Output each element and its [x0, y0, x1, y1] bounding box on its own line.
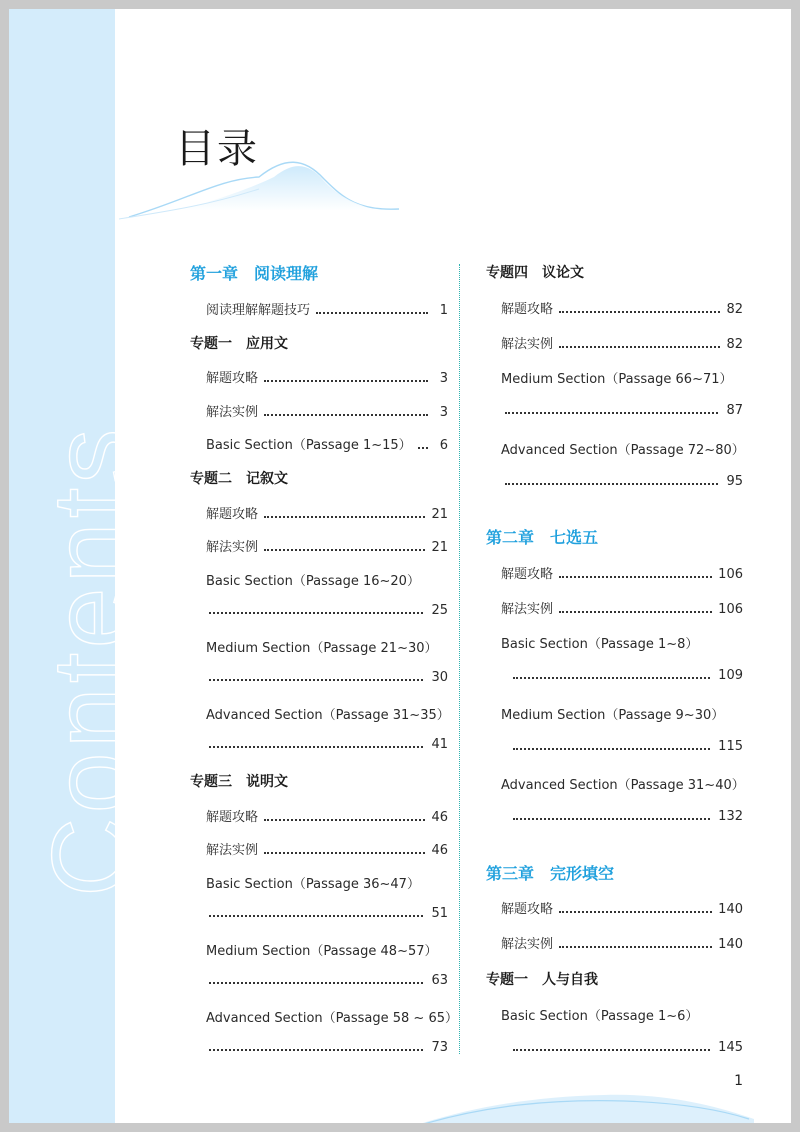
- entry-page: 95: [726, 474, 743, 489]
- entry-page: 3: [439, 405, 448, 420]
- toc-entry-label[interactable]: [501, 1005, 698, 1024]
- toc-entry-label[interactable]: [206, 1007, 458, 1026]
- toc-entry-label[interactable]: [206, 637, 438, 656]
- topic-4-heading[interactable]: 专题四 议论文: [486, 265, 584, 281]
- leader-dots: [209, 745, 423, 748]
- contents-watermark: Contents: [30, 424, 153, 897]
- entry-label: 解题攻略: [501, 302, 554, 317]
- entry-page: 6: [439, 438, 448, 453]
- leader-dots: [209, 914, 423, 917]
- leader-dots: [264, 851, 425, 854]
- leader-dots: [209, 611, 423, 614]
- leader-dots: [316, 311, 428, 314]
- entry-label: Medium Section（Passage 21~30）: [206, 641, 438, 656]
- entry-label: 解法实例: [501, 337, 554, 352]
- bottom-wave-decoration: [404, 1069, 754, 1123]
- toc-entry[interactable]: [206, 536, 448, 555]
- leader-dots: [264, 548, 425, 551]
- leader-dots: [513, 676, 710, 679]
- topic-2-heading[interactable]: 专题二 记叙文: [190, 471, 288, 487]
- entry-label: 解法实例: [501, 937, 554, 952]
- entry-label: 解题攻略: [206, 371, 259, 386]
- leader-dots: [505, 482, 718, 485]
- toc-entry[interactable]: [206, 434, 448, 453]
- leader-dots: [264, 413, 428, 416]
- entry-page: 3: [439, 371, 448, 386]
- toc-entry[interactable]: [206, 503, 448, 522]
- column-divider: [459, 264, 460, 1054]
- topic-3-heading[interactable]: 专题三 说明文: [190, 774, 288, 790]
- leader-dots: [209, 1048, 423, 1051]
- title-wave-decoration: [109, 149, 409, 229]
- entry-label: 解题攻略: [501, 902, 554, 917]
- entry-label: Medium Section（Passage 66~71）: [501, 372, 733, 387]
- toc-entry[interactable]: [501, 598, 743, 617]
- entry-page: 132: [718, 809, 743, 824]
- leader-dots: [559, 310, 720, 313]
- toc-entry-label[interactable]: [206, 940, 438, 959]
- entry-label: Advanced Section（Passage 58 ~ 65）: [206, 1011, 459, 1026]
- leader-dots: [418, 446, 428, 449]
- entry-label: Basic Section（Passage 1~8）: [501, 637, 699, 652]
- toc-entry-label[interactable]: [501, 704, 724, 723]
- leader-dots: [559, 345, 720, 348]
- chapter-2-heading[interactable]: 第二章 七选五: [486, 528, 599, 547]
- leader-dots: [505, 411, 718, 414]
- entry-page: 115: [718, 739, 743, 754]
- toc-entry-label[interactable]: [501, 368, 733, 387]
- toc-entry-leader[interactable]: [513, 1040, 743, 1055]
- toc-entry[interactable]: [501, 898, 743, 917]
- toc-entry-leader[interactable]: [209, 906, 448, 921]
- entry-page: 106: [718, 602, 743, 617]
- entry-page: 1: [439, 303, 448, 318]
- entry-page: 140: [718, 902, 743, 917]
- entry-label: Basic Section（Passage 1~6）: [501, 1009, 699, 1024]
- entry-page: 21: [431, 507, 448, 522]
- entry-label: Medium Section（Passage 9~30）: [501, 708, 725, 723]
- toc-entry-leader[interactable]: [209, 670, 448, 685]
- entry-label: Basic Section（Passage 36~47）: [206, 877, 420, 892]
- leader-dots: [559, 910, 712, 913]
- leader-dots: [559, 610, 712, 613]
- toc-entry[interactable]: [501, 333, 743, 352]
- topic-1-heading[interactable]: 专题一 应用文: [190, 336, 288, 352]
- toc-entry-label[interactable]: [501, 439, 745, 458]
- leader-dots: [513, 1048, 710, 1051]
- toc-entry-label[interactable]: [206, 704, 450, 723]
- toc-entry-label[interactable]: [206, 873, 420, 892]
- page-title: 目录: [175, 126, 259, 172]
- entry-label: Advanced Section（Passage 31~40）: [501, 778, 745, 793]
- toc-entry-leader[interactable]: [505, 474, 743, 489]
- toc-entry-leader[interactable]: [505, 403, 743, 418]
- entry-label: 解法实例: [206, 540, 259, 555]
- leader-dots: [264, 515, 425, 518]
- entry-page: 82: [726, 337, 743, 352]
- entry-page: 25: [431, 603, 448, 618]
- entry-label: 解法实例: [206, 843, 259, 858]
- toc-entry-label[interactable]: [501, 633, 698, 652]
- entry-page: 73: [431, 1040, 448, 1055]
- toc-entry[interactable]: [206, 806, 448, 825]
- entry-label: 解题攻略: [206, 507, 259, 522]
- entry-label: 解题攻略: [206, 810, 259, 825]
- leader-dots: [209, 678, 423, 681]
- toc-entry-label[interactable]: [501, 774, 745, 793]
- entry-page: 41: [431, 737, 448, 752]
- toc-entry-leader[interactable]: [209, 973, 448, 988]
- entry-label: Basic Section（Passage 1~15）: [206, 438, 412, 453]
- leader-dots: [513, 817, 710, 820]
- entry-page: 140: [718, 937, 743, 952]
- toc-entry[interactable]: [501, 298, 743, 317]
- toc-entry-leader[interactable]: [513, 809, 743, 824]
- entry-label: 阅读理解解题技巧: [206, 303, 311, 318]
- toc-entry-leader[interactable]: [209, 1040, 448, 1055]
- entry-page: 87: [726, 403, 743, 418]
- chapter-1-heading[interactable]: 第一章 阅读理解: [190, 264, 319, 283]
- entry-page: 145: [718, 1040, 743, 1055]
- topic-self-heading[interactable]: 专题一 人与自我: [486, 972, 598, 988]
- entry-label: Basic Section（Passage 16~20）: [206, 574, 420, 589]
- entry-page: 51: [431, 906, 448, 921]
- entry-page: 82: [726, 302, 743, 317]
- entry-label: Advanced Section（Passage 31~35）: [206, 708, 450, 723]
- page-number: 1: [734, 1073, 743, 1089]
- toc-entry[interactable]: [206, 299, 448, 318]
- entry-page: 46: [431, 810, 448, 825]
- entry-label: 解题攻略: [501, 567, 554, 582]
- toc-entry-leader[interactable]: [513, 668, 743, 683]
- leader-dots: [559, 945, 712, 948]
- entry-page: 63: [431, 973, 448, 988]
- entry-label: Medium Section（Passage 48~57）: [206, 944, 438, 959]
- leader-dots: [264, 818, 425, 821]
- chapter-3-heading[interactable]: 第三章 完形填空: [486, 864, 615, 883]
- toc-entry-label[interactable]: [206, 570, 420, 589]
- entry-label: Advanced Section（Passage 72~80）: [501, 443, 745, 458]
- entry-page: 109: [718, 668, 743, 683]
- toc-entry[interactable]: [206, 839, 448, 858]
- toc-entry[interactable]: [501, 563, 743, 582]
- leader-dots: [559, 575, 712, 578]
- entry-label: 解法实例: [501, 602, 554, 617]
- entry-label: 解法实例: [206, 405, 259, 420]
- toc-entry[interactable]: [206, 401, 448, 420]
- toc-entry[interactable]: [206, 367, 448, 386]
- toc-entry-leader[interactable]: [209, 603, 448, 618]
- leader-dots: [513, 747, 710, 750]
- toc-entry-leader[interactable]: [513, 739, 743, 754]
- entry-page: 106: [718, 567, 743, 582]
- entry-page: 21: [431, 540, 448, 555]
- entry-page: 46: [431, 843, 448, 858]
- entry-page: 30: [431, 670, 448, 685]
- toc-entry[interactable]: [501, 933, 743, 952]
- toc-entry-leader[interactable]: [209, 737, 448, 752]
- leader-dots: [264, 379, 428, 382]
- leader-dots: [209, 981, 423, 984]
- toc-page: [9, 9, 791, 1123]
